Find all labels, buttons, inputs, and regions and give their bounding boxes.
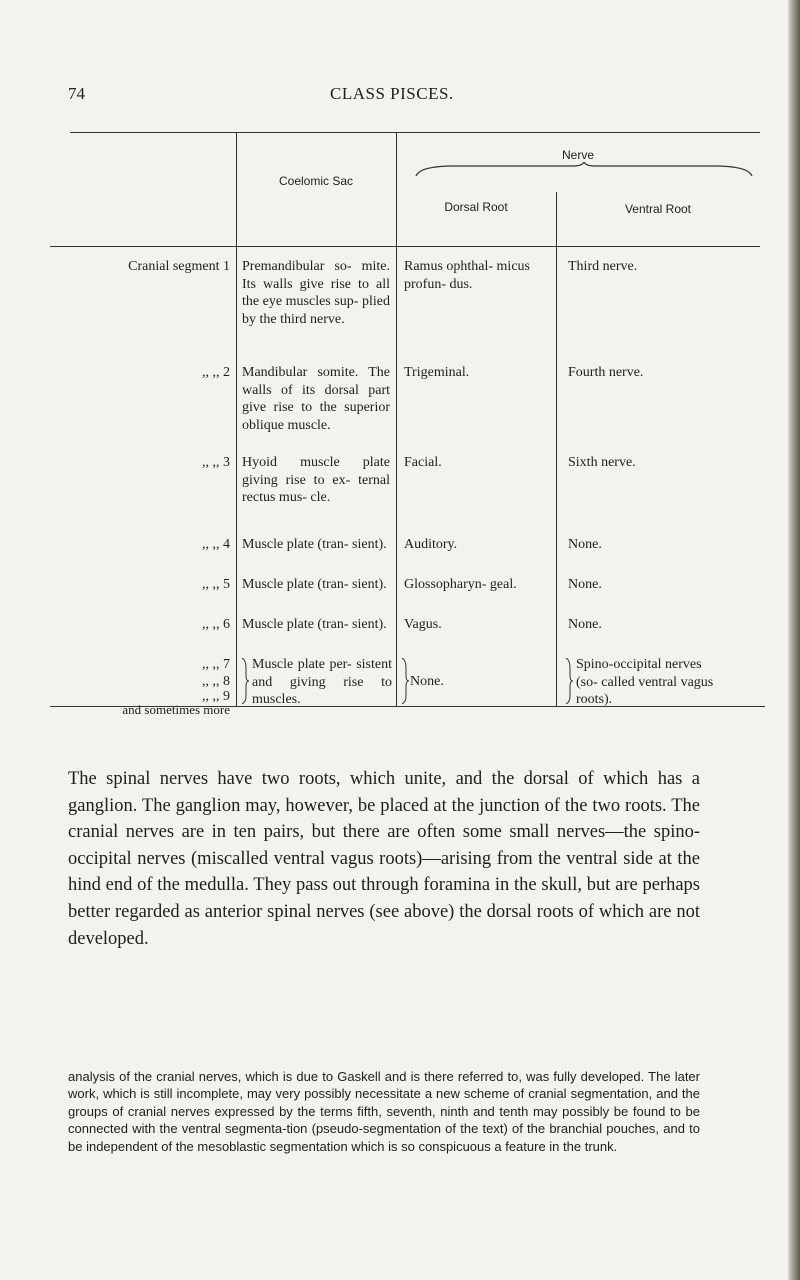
ventral-root-cell: Spino-occipital nerves (so- called ventral vagus roots). [576, 657, 714, 707]
page-number: 74 [68, 84, 85, 103]
page-header [68, 84, 708, 108]
column-divider-3 [556, 192, 557, 706]
ventral-root-cell: Fourth nerve. [568, 365, 644, 380]
coelomic-cell: Muscle plate per- sistent and giving rise to muscles. [252, 657, 392, 707]
segment-cell: ,, ,, 8 [202, 674, 230, 689]
ventral-group-brace [564, 658, 574, 704]
ventral-root-cell: None. [568, 537, 602, 552]
dorsal-root-cell: Glossopharyn- geal. [404, 577, 517, 592]
ventral-root-cell: Third nerve. [568, 259, 638, 274]
header-ventral-root: Ventral Root [624, 202, 692, 216]
coelomic-cell: Mandibular somite. The walls of its dorsal part give rise to the superior oblique muscle. [242, 365, 390, 433]
header-nerve: Nerve [561, 148, 594, 162]
dorsal-root-cell: Ramus ophthal- micus profun- dus. [404, 259, 530, 292]
column-divider-2 [396, 132, 397, 706]
segment-cell: ,, ,, 9 [202, 689, 230, 704]
segment-cell: ,, ,, 5 [202, 577, 230, 592]
segment-cell: ,, ,, 7 [202, 657, 230, 672]
page-edge [788, 0, 800, 1280]
dorsal-root-cell: Vagus. [404, 617, 442, 632]
coelomic-cell: Muscle plate (tran- sient). [242, 617, 387, 632]
segment-cell: ,, ,, 4 [202, 537, 230, 552]
header-dorsal-root: Dorsal Root [444, 200, 508, 214]
dorsal-root-cell: None. [410, 674, 444, 689]
ventral-root-cell: None. [568, 577, 602, 592]
dorsal-root-cell: Facial. [404, 455, 442, 470]
coelomic-cell: Premandibular so- mite. Its walls give rise to all the eye muscles sup- plied by the third nerve. [242, 259, 390, 327]
coelomic-cell: Hyoid muscle plate giving rise to ex- ternal rectus mus- cle. [242, 455, 390, 505]
ventral-root-cell: Sixth nerve. [568, 455, 636, 470]
coelomic-cell: Muscle plate (tran- sient). [242, 537, 387, 552]
segment-cell: and sometimes more [122, 702, 230, 717]
segment-cell: ,, ,, 3 [202, 455, 230, 470]
running-title: CLASS PISCES. [330, 84, 454, 103]
nerve-table [42, 130, 766, 717]
ventral-root-cell: None. [568, 617, 602, 632]
dorsal-root-cell: Auditory. [404, 537, 458, 552]
table-top-rule [70, 132, 760, 133]
dorsal-group-brace [400, 658, 410, 704]
nerve-header-brace [414, 162, 754, 178]
header-coelomic-sac: Coelomic Sac [278, 174, 354, 188]
segment-cell: Cranial segment 1 [128, 259, 230, 274]
header-bottom-rule [50, 246, 760, 247]
body-paragraph: The spinal nerves have two roots, which unite, and the dorsal of which has a ganglion. The ganglion may, however, be placed at the junction of the two roots. The cranial nerves are in ten pairs, but there are often some small nerves—the spino-occipital nerves (miscalled ventral vagus roots)—arising from the ventral side at the hind end of the medulla. They pass out through foramina in the skull, but are perhaps better regarded as anterior spinal nerves (see above) the dorsal roots of which are not developed. [68, 769, 700, 949]
segment-cell: ,, ,, 2 [202, 365, 230, 380]
coelomic-cell: Muscle plate (tran- sient). [242, 577, 387, 592]
column-divider-1 [236, 132, 237, 706]
dorsal-root-cell: Trigeminal. [404, 365, 470, 380]
segment-cell: ,, ,, 6 [202, 617, 230, 632]
footnote-paragraph: analysis of the cranial nerves, which is due to Gaskell and is there referred to, was fully developed. The later work, which is still incomplete, may very possibly necessitate a new scheme of cranial segmentation, and the groups of cranial nerves expressed by the terms fifth, seventh, ninth and tenth may possibly be found to be connected with the ventral segmenta-tion (pseudo-segmentation of the text) of the branchial pouches, and to be independent of the mesoblastic segmentation which is so conspicuous a feature in the trunk. [68, 1069, 700, 1154]
coelomic-group-brace [240, 658, 250, 704]
